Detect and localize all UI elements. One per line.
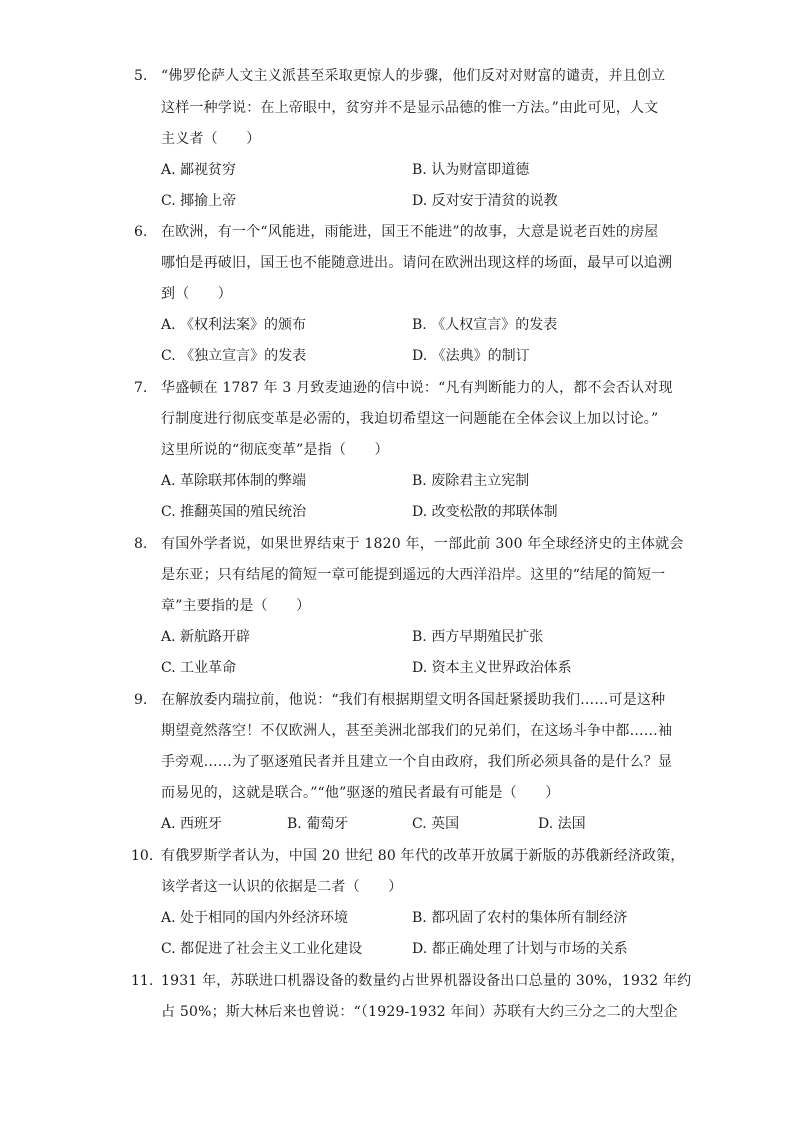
question-stem-line: 这里所说的“彻底变革”是指（ ） bbox=[161, 442, 389, 458]
question-stem-line: 这样一种学说：在上帝眼中，贫穷并不是显示品德的惟一方法。”由此可见，人文 bbox=[161, 100, 659, 116]
option-b[interactable]: B. 西方早期殖民扩张 bbox=[412, 629, 544, 645]
option-c[interactable]: C. 推翻英国的殖民统治 bbox=[161, 504, 307, 520]
question-number: 8. bbox=[134, 536, 148, 552]
option-c[interactable]: C. 揶揄上帝 bbox=[161, 193, 237, 209]
option-c[interactable]: C. 工业革命 bbox=[161, 660, 237, 676]
option-c[interactable]: C. 《独立宣言》的发表 bbox=[161, 348, 307, 364]
question-stem-line: 章”主要指的是（ ） bbox=[161, 598, 311, 614]
option-d[interactable]: D. 反对安于清贫的说教 bbox=[412, 193, 558, 209]
question-stem-line: 1931 年，苏联进口机器设备的数量约占世界机器设备出口总量的 30%，1932 年约 bbox=[161, 973, 692, 989]
option-b[interactable]: B. 废除君主立宪制 bbox=[412, 473, 530, 489]
question-number: 7. bbox=[134, 380, 148, 396]
option-a[interactable]: A. 《权利法案》的颁布 bbox=[161, 317, 307, 333]
question-stem-line: 哪怕是再破旧，国王也不能随意进出。请问在欧洲出现这样的场面，最早可以追溯 bbox=[161, 255, 673, 271]
option-d[interactable]: D. 都正确处理了计划与市场的关系 bbox=[412, 941, 628, 957]
option-a[interactable]: A. 革除联邦体制的弊端 bbox=[161, 473, 307, 489]
question-stem-line: 期望竟然落空！不仅欧洲人，甚至美洲北部我们的兄弟们，在这场斗争中都……袖 bbox=[161, 723, 673, 739]
question-stem-line: 手旁观……为了驱逐殖民者并且建立一个自由政府，我们所必须具备的是什么？显 bbox=[161, 754, 673, 770]
option-c[interactable]: C. 英国 bbox=[412, 816, 460, 832]
question-stem-line: 在欧洲，有一个“风能进，雨能进，国王不能进”的故事，大意是说老百姓的房屋 bbox=[161, 224, 659, 240]
question-number: 9. bbox=[134, 692, 148, 708]
option-a[interactable]: A. 处于相同的国内外经济环境 bbox=[161, 910, 349, 926]
question-stem-line: 是东亚；只有结尾的简短一章可能提到遥远的大西洋沿岸。这里的“结尾的简短一 bbox=[161, 567, 666, 583]
question-stem-line: “佛罗伦萨人文主义派甚至采取更惊人的步骤，他们反对对财富的谴责，并且创立 bbox=[161, 68, 666, 84]
question-number: 5. bbox=[134, 68, 148, 84]
question-number: 11. bbox=[131, 973, 154, 989]
option-b[interactable]: B. 认为财富即道德 bbox=[412, 162, 530, 178]
question-number: 6. bbox=[134, 224, 148, 240]
option-b[interactable]: B. 都巩固了农村的集体所有制经济 bbox=[412, 910, 628, 926]
option-a[interactable]: A. 西班牙 bbox=[161, 816, 223, 832]
option-d[interactable]: D. 《法典》的制订 bbox=[412, 348, 530, 364]
question-stem-line: 占 50%；斯大林后来也曾说：“（1929-1932 年间）苏联有大约三分之二的大型企 bbox=[161, 1004, 678, 1020]
question-stem-line: 到（ ） bbox=[161, 286, 232, 302]
option-c[interactable]: C. 都促进了社会主义工业化建设 bbox=[161, 941, 363, 957]
option-b[interactable]: B. 《人权宣言》的发表 bbox=[412, 317, 558, 333]
option-d[interactable]: D. 资本主义世界政治体系 bbox=[412, 660, 572, 676]
question-stem-line: 主义者（ ） bbox=[161, 131, 261, 147]
option-a[interactable]: A. 鄙视贫穷 bbox=[161, 162, 237, 178]
question-number: 10. bbox=[131, 848, 154, 864]
question-stem-line: 华盛顿在 1787 年 3 月致麦迪逊的信中说：“凡有判断能力的人，都不会否认对现 bbox=[161, 380, 673, 396]
option-a[interactable]: A. 新航路开辟 bbox=[161, 629, 251, 645]
question-stem-line: 行制度进行彻底变革是必需的，我迫切希望这一问题能在全体会议上加以讨论。” bbox=[161, 411, 659, 427]
question-stem-line: 该学者这一认识的依据是二者（ ） bbox=[161, 879, 403, 895]
question-stem-line: 有国外学者说，如果世界结束于 1820 年，一部此前 300 年全球经济史的主体就会 bbox=[161, 536, 684, 552]
option-b[interactable]: B. 葡萄牙 bbox=[287, 816, 349, 832]
option-d[interactable]: D. 法国 bbox=[538, 816, 586, 832]
question-stem-line: 有俄罗斯学者认为，中国 20 世纪 80 年代的改革开放属于新版的苏俄新经济政策， bbox=[161, 848, 685, 864]
question-stem-line: 在解放委内瑞拉前，他说：“我们有根据期望文明各国赶紧援助我们……可是这种 bbox=[161, 692, 666, 708]
option-d[interactable]: D. 改变松散的邦联体制 bbox=[412, 504, 558, 520]
question-stem-line: 而易见的，这就是联合。”“他”驱逐的殖民者最有可能是（ ） bbox=[161, 785, 560, 801]
